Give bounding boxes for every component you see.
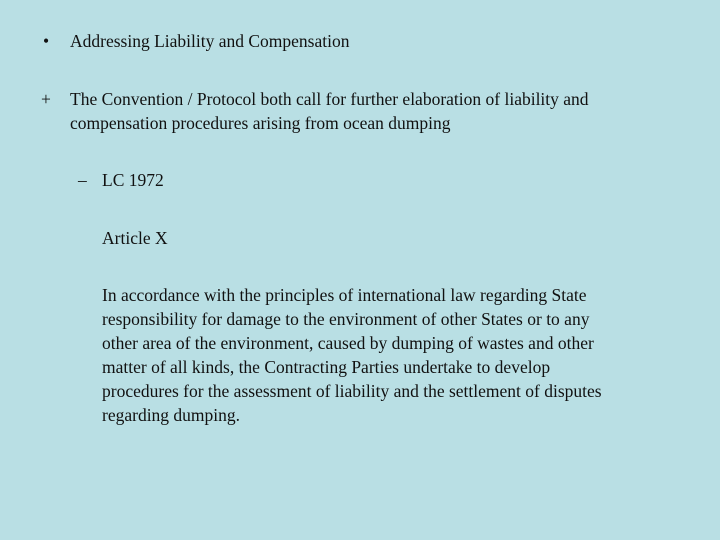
convention-paragraph [70, 87, 589, 135]
bullet-heading: Addressing Liability and Compensation [70, 31, 350, 51]
article-body [102, 283, 602, 427]
sub-bullet-text: LC 1972 [102, 170, 164, 190]
article-line: procedures for the assessment of liability and the settlement of disputes [102, 381, 602, 401]
article-line: In accordance with the principles of international law regarding State [102, 285, 587, 305]
dash-marker: – [78, 170, 87, 190]
article-line: other area of the environment, caused by dumping of wastes and other [102, 333, 594, 353]
bullet-marker: • [43, 31, 50, 51]
plus-marker: + [41, 89, 51, 109]
article-heading: Article X [102, 228, 168, 248]
paragraph-line: The Convention / Protocol both call for further elaboration of liability and [70, 89, 589, 109]
paragraph-line: compensation procedures arising from ocean dumping [70, 113, 451, 133]
article-line: matter of all kinds, the Contracting Parties undertake to develop [102, 357, 551, 377]
article-line: responsibility for damage to the environment of other States or to any [102, 309, 590, 329]
article-line: regarding dumping. [102, 405, 241, 425]
